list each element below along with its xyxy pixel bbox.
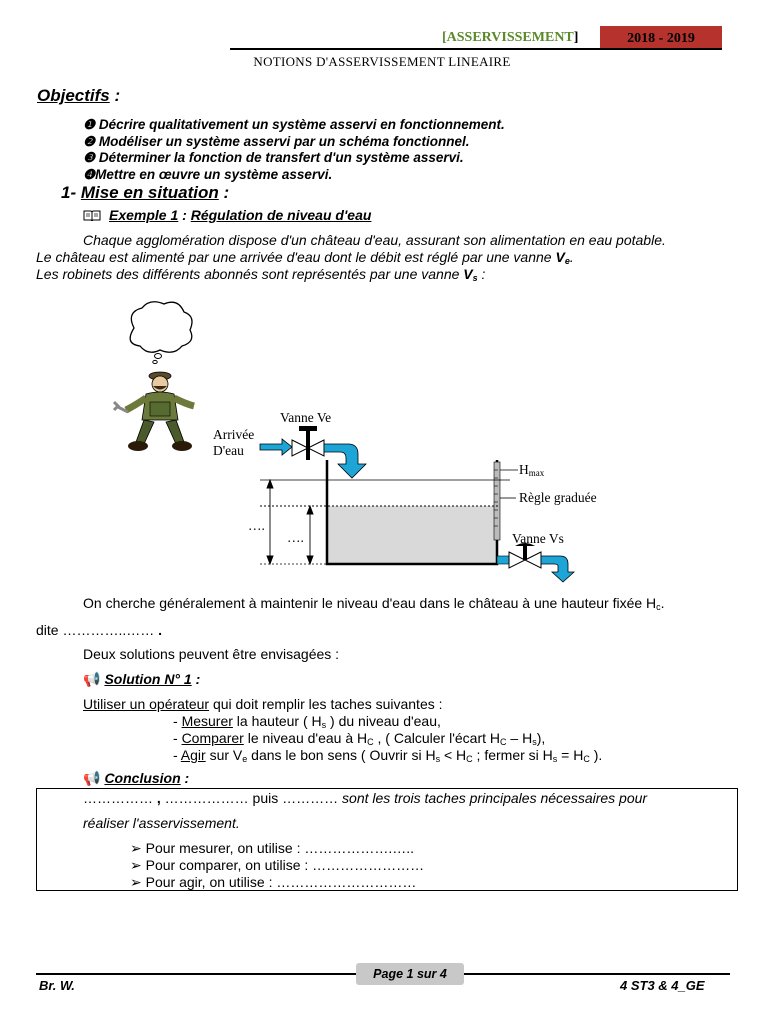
footer-class: 4 ST3 & 4_GE <box>620 978 705 993</box>
footer-author: Br. W. <box>39 978 75 993</box>
objective-item: ❷ Modéliser un système asservi par un schéma fonctionnel. <box>83 134 470 149</box>
header-rule <box>230 48 722 50</box>
label-vanne-ve: Vanne Ve <box>280 410 332 425</box>
label-hmax: $H_{max}$ <box>519 462 545 478</box>
header-year-badge: 2018 - 2019 <box>600 26 722 50</box>
valve-vs <box>509 552 525 568</box>
paragraph: Le château est alimenté par une arrivée d'eau dont le débit est réglé par une vanne $V_e$. <box>36 249 574 266</box>
paragraph: Deux solutions peuvent être envisagées : <box>83 646 340 662</box>
paragraph: dite …………..…… . <box>36 622 163 638</box>
thought-cloud <box>130 302 192 353</box>
outflow-arrow <box>541 556 574 582</box>
arrow-bullet-icon: ➢ <box>130 874 146 890</box>
inlet-pipe <box>324 444 366 478</box>
header-course: [ASSERVISSEMENT] <box>442 30 579 45</box>
hand-pointer-icon: 📢 <box>83 671 101 687</box>
conclusion-heading: 📢 Conclusion : <box>83 770 190 786</box>
example-heading: Exemple 1 : Régulation de niveau d'eau <box>83 207 371 223</box>
task-item: - Comparer le niveau d'eau à $H_C$ , ( Calculer l'écart $H_C - H_s$), <box>173 730 546 747</box>
section-heading: 1- Mise en situation : <box>61 183 230 202</box>
hand-pointer-icon: 📢 <box>83 770 101 786</box>
objective-item: ❶ Décrire qualitativement un système asservi en fonctionnement. <box>83 117 505 132</box>
label-dots-left: …. <box>248 518 265 533</box>
label-vanne-vs: Vanne Vs <box>512 531 564 546</box>
footer-page-number: Page 1 sur 4 <box>356 963 464 985</box>
objectives-title: Objectifs : <box>37 86 121 105</box>
bullet-item: ➢ Pour agir, on utilise : ………………………… <box>130 874 417 890</box>
arrow-bullet-icon: ➢ <box>130 857 146 873</box>
valve-ve <box>292 440 308 456</box>
operator-illustration <box>112 298 204 454</box>
solution-heading: 📢 Solution N° 1 : <box>83 671 201 687</box>
task-item: - Mesurer la hauteur ( $H_s$ ) du niveau d'eau, <box>173 713 441 730</box>
bullet-item: ➢ Pour mesurer, on utilise : ……………….….. <box>130 840 415 856</box>
tank-water <box>327 506 497 563</box>
arrow-bullet-icon: ➢ <box>130 840 146 856</box>
task-item: - Agir sur $V_e$ dans le bon sens ( Ouvrir si $H_s < H_C$ ; fermer si $H_s = H_C$ ). <box>173 747 603 764</box>
paragraph: Chaque agglomération dispose d'un château d'eau, assurant son alimentation en eau potable. <box>83 232 666 248</box>
inflow-arrow <box>260 439 292 455</box>
paragraph: On cherche généralement à maintenir le niveau d'eau dans le château à une hauteur fixée $H_c$. <box>83 595 665 612</box>
solution-intro: Utiliser un opérateur qui doit remplir les taches suivantes : <box>83 696 443 712</box>
bullet-item: ➢ Pour comparer, on utilise : …………………… <box>130 857 425 873</box>
objective-item: ❹Mettre en œuvre un système asservi. <box>83 167 333 182</box>
book-icon <box>83 209 101 221</box>
label-regle-graduee: Règle graduée <box>519 490 597 505</box>
conclusion-line: réaliser l'asservissement. <box>83 815 240 831</box>
objective-item: ❸ Déterminer la fonction de transfert d'un système asservi. <box>83 150 464 165</box>
label-dots-mid: …. <box>287 530 304 545</box>
paragraph: Les robinets des différents abonnés sont représentés par une vanne $V_s$ : <box>36 266 486 283</box>
conclusion-line: …………… , ……………… puis ………… sont les trois taches principales nécessaires pour <box>83 790 648 806</box>
graduated-ruler <box>494 462 500 540</box>
label-arrivee: Arrivée <box>213 427 255 442</box>
label-deau: D'eau <box>213 443 244 458</box>
document-title: NOTIONS D'ASSERVISSEMENT LINEAIRE <box>253 54 511 69</box>
